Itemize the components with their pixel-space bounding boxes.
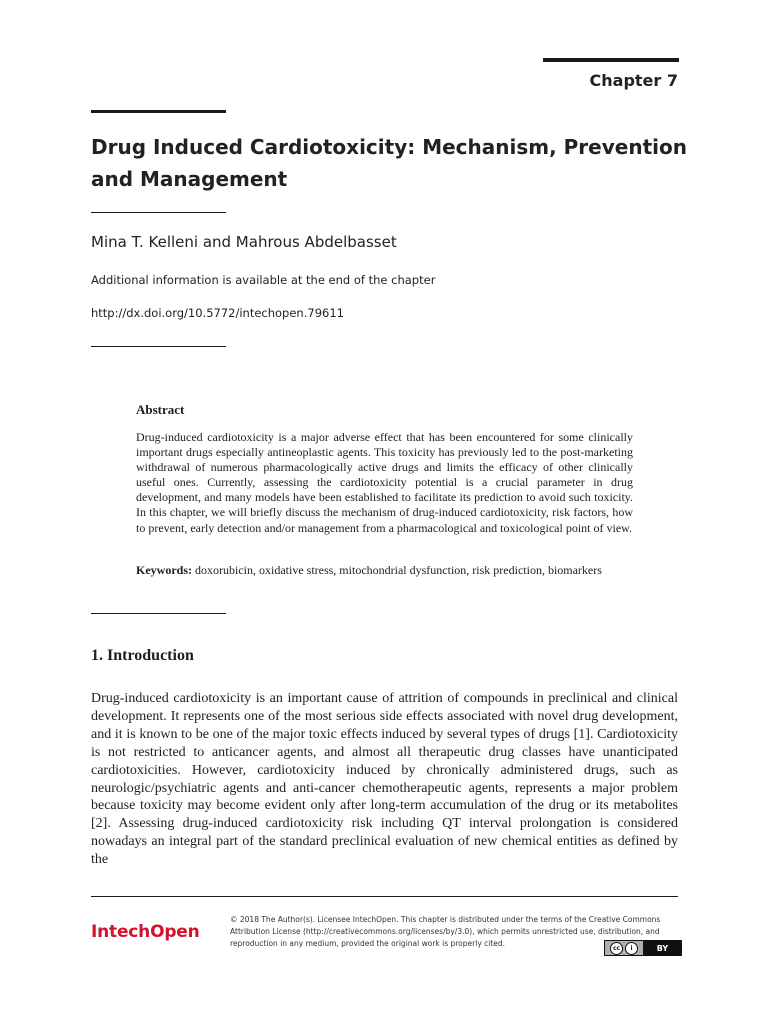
keywords (136, 563, 633, 578)
abstract-divider (91, 613, 226, 614)
article-title: Drug Induced Cardiotoxicity: Mechanism, Prevention and Management (91, 135, 687, 191)
cc-by-badge[interactable] (604, 940, 682, 956)
chapter-rule (543, 58, 679, 62)
keywords-list: doxorubicin, oxidative stress, mitochondrial dysfunction, risk prediction, biomarkers (195, 563, 602, 577)
title-rule (91, 110, 226, 113)
cc-icon-group (605, 941, 644, 955)
attribution-icon: i (625, 942, 638, 955)
title-divider (91, 212, 226, 213)
publisher-logo: IntechOpen (91, 922, 200, 942)
doi-divider (91, 346, 226, 347)
footer-rule (91, 896, 678, 897)
additional-info: Additional information is available at the end of the chapter (91, 273, 436, 287)
authors: Mina T. Kelleni and Mahrous Abdelbasset (91, 233, 397, 251)
keywords-label: Keywords: (136, 563, 192, 577)
introduction-body: Drug-induced cardiotoxicity is an important cause of attrition of compounds in preclinical and clinical development. It represents one of the most serious side effects associated with novel drug development, and it is known to be one of the major toxic effects induced by several types of drugs [1]. Cardiotoxicity is not restricted to anticancer agents, and almost all therapeutic drug classes have unanticipated cardiotoxicities. However, cardiotoxicity induced by chronically administered drugs, such as neurologic/psychiatric agents and anti-cancer chemotherapeutic agents, represents a major problem because toxicity may become evident only after long-term accumulation of the drug or its metabolites [2]. Assessing drug-induced cardiotoxicity risk including QT interval prolongation is considered nowadays an integral part of the standard preclinical evaluation of new chemical entities as defined by the (91, 691, 678, 868)
abstract-heading: Abstract (136, 402, 185, 417)
license-text: © 2018 The Author(s). Licensee IntechOpen. This chapter is distributed under the terms of the Creative Commons Attribution License (http://creativecommons.org/licenses/by/3.0), which permits unrestricted use, distribution, and reproduction in any medium, provided the original work is properly cited. (230, 915, 661, 948)
section-heading-introduction: 1. Introduction (91, 647, 194, 664)
abstract-body: Drug-induced cardiotoxicity is a major adverse effect that has been encountered for some clinically important drugs especially antineoplastic agents. This toxicity has previously led to the post-marketing withdrawal of numerous pharmacologically active drugs and limits the efficacy of other clinically useful ones. Currently, assessing the cardiotoxicity potential is a crucial parameter in drug development, and many models have been established to facilitate its prediction to avoid such toxicity. In this chapter, we will briefly discuss the mechanism of drug-induced cardiotoxicity, risk factors, how to prevent, early detection and/or management from a pharmacological and toxicological point of view. (136, 430, 633, 535)
cc-by-label: BY (644, 941, 681, 955)
chapter-label: Chapter 7 (589, 71, 678, 90)
cc-icon: cc (610, 942, 623, 955)
doi-link[interactable]: http://dx.doi.org/10.5772/intechopen.79611 (91, 306, 344, 320)
